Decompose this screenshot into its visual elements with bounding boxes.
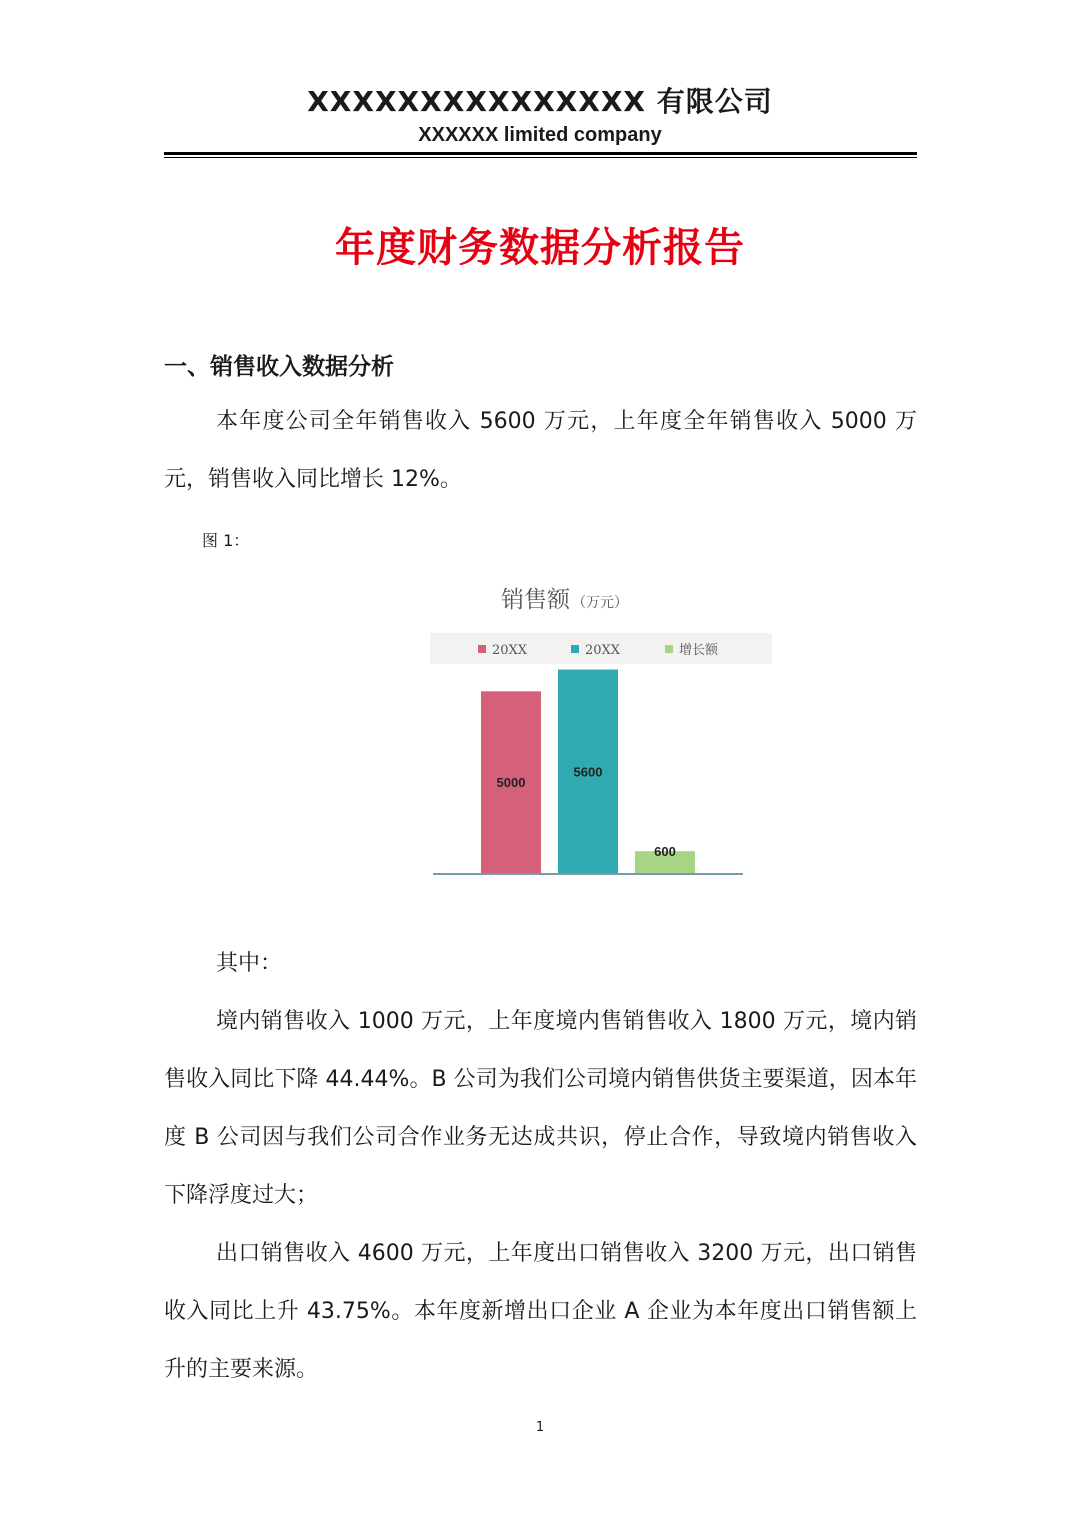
company-name-cn: XXXXXXXXXXXXXXX 有限公司 xyxy=(307,85,773,118)
export-paragraph: 出口销售收入 4600 万元，上年度出口销售收入 3200 万元，出口销售收入同比上升 43.75%。本年度新增出口企业 A 企业为本年度出口销售额上升的主要来源。 xyxy=(164,1241,917,1382)
legend-swatch-0 xyxy=(478,645,486,653)
intro-paragraph: 本年度公司全年销售收入 5600 万元，上年度全年销售收入 5000 万元，销售收入同比增长 12%。 xyxy=(164,409,917,492)
legend-swatch-2 xyxy=(665,645,673,653)
chart-title: 销售额 xyxy=(501,587,570,613)
bar-value-label-0: 5000 xyxy=(496,775,526,791)
page-number: 1 xyxy=(535,1420,545,1435)
figure-label: 图 1： xyxy=(202,531,250,550)
chart-bars xyxy=(481,670,695,873)
bar-value-label-2: 600 xyxy=(654,844,676,860)
among-paragraph: 其中： xyxy=(216,951,283,976)
legend-label-1: 20XX xyxy=(585,643,621,658)
company-name-en: XXXXXX limited company xyxy=(418,124,662,146)
bar-value-label-1: 5600 xyxy=(573,764,603,780)
legend-label-0: 20XX xyxy=(492,643,528,658)
legend-swatch-1 xyxy=(571,645,579,653)
legend-label-2: 增长额 xyxy=(679,643,719,658)
chart-legend xyxy=(478,642,719,658)
report-title: 年度财务数据分析报告 xyxy=(335,225,745,271)
domestic-paragraph: 境内销售收入 1000 万元，上年度境内售销售收入 1800 万元，境内销售收入同比下降 44.44%。B 公司为我们公司境内销售供货主要渠道，因本年度 B 公司因与我们公司合作业务无达成共识，停止合作，导致境内销售收入下降浮度过大； xyxy=(164,1009,917,1208)
section-heading: 一、销售收入数据分析 xyxy=(164,354,394,380)
chart-title-unit: （万元） xyxy=(572,595,628,611)
